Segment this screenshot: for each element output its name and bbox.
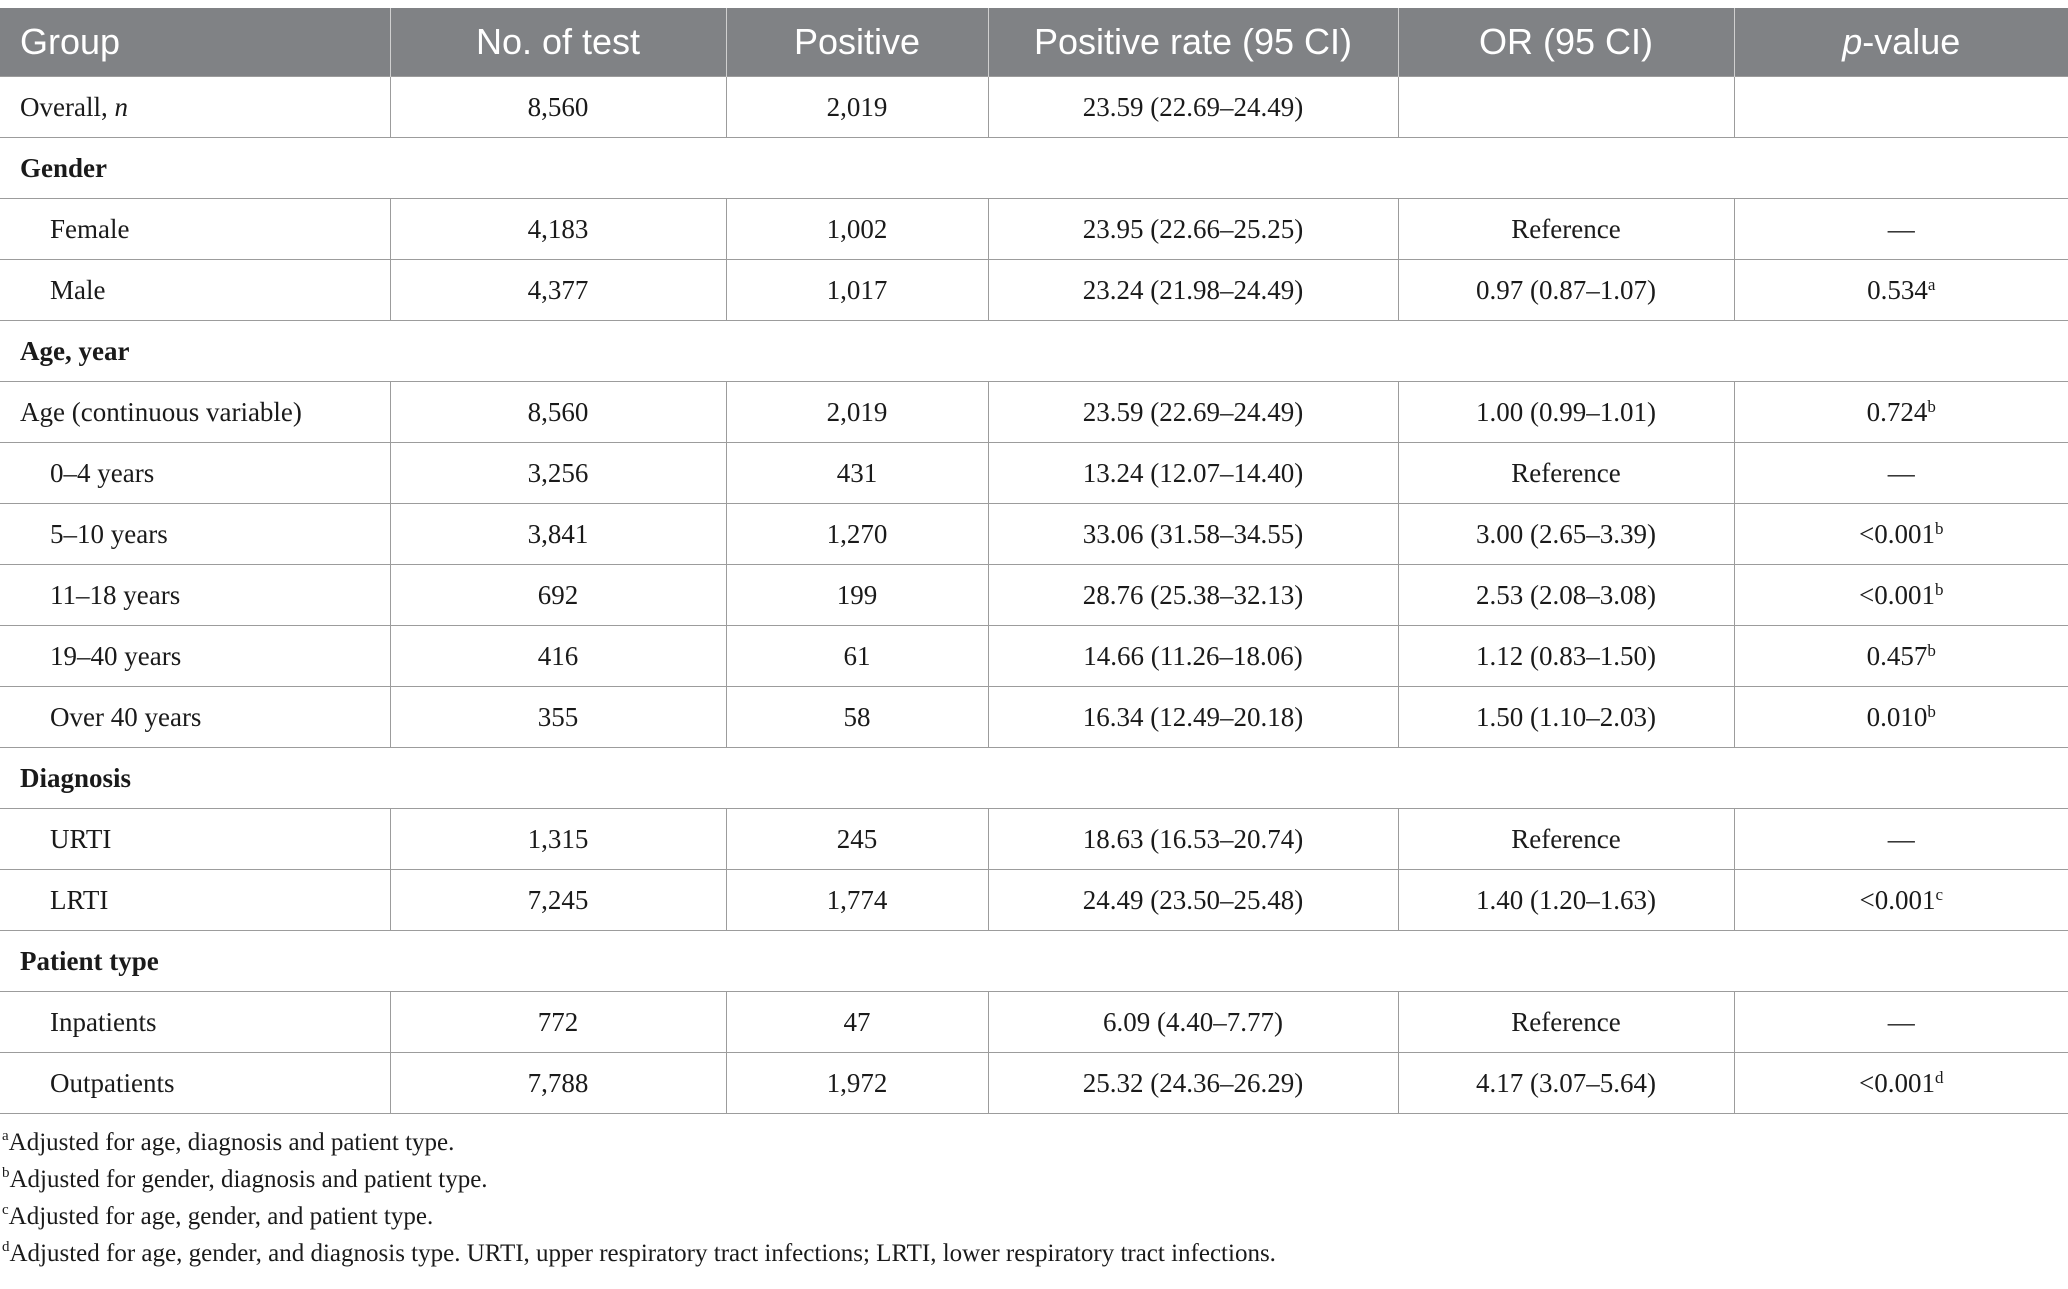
row-label: 0–4 years bbox=[0, 443, 390, 504]
row-label: 5–10 years bbox=[0, 504, 390, 565]
footnote bbox=[2, 1124, 2068, 1161]
row-label: 19–40 years bbox=[0, 626, 390, 687]
cell-positive: 245 bbox=[726, 809, 988, 870]
footnote-mark: b bbox=[2, 1165, 10, 1181]
cell-pvalue bbox=[1734, 199, 2068, 260]
section-title: Gender bbox=[0, 138, 2068, 199]
table-row-overall bbox=[0, 77, 2068, 138]
cell-or: Reference bbox=[1398, 443, 1734, 504]
cell-or: 1.00 (0.99–1.01) bbox=[1398, 382, 1734, 443]
cell-pvalue bbox=[1734, 809, 2068, 870]
cell-tests: 8,560 bbox=[390, 77, 726, 138]
table-row bbox=[0, 260, 2068, 321]
table-row bbox=[0, 565, 2068, 626]
cell-pvalue bbox=[1734, 1053, 2068, 1114]
cell-positive: 1,002 bbox=[726, 199, 988, 260]
cell-positive: 47 bbox=[726, 992, 988, 1053]
pvalue-text: 0.010 bbox=[1866, 701, 1928, 732]
cell-pvalue bbox=[1734, 992, 2068, 1053]
table-row bbox=[0, 504, 2068, 565]
results-table bbox=[0, 8, 2068, 1114]
pvalue-footnote-mark: b bbox=[1927, 701, 1936, 721]
cell-pvalue bbox=[1734, 626, 2068, 687]
row-label: Male bbox=[0, 260, 390, 321]
footnote-text: Adjusted for age, diagnosis and patient type. bbox=[8, 1129, 455, 1156]
pvalue-text: 0.724 bbox=[1866, 396, 1928, 427]
cell-tests: 355 bbox=[390, 687, 726, 748]
header-pvalue-rest: -value bbox=[1862, 21, 1961, 62]
row-label bbox=[0, 77, 390, 138]
cell-pvalue bbox=[1734, 443, 2068, 504]
cell-or: 4.17 (3.07–5.64) bbox=[1398, 1053, 1734, 1114]
header-positive: Positive bbox=[726, 8, 988, 77]
cell-or: 1.12 (0.83–1.50) bbox=[1398, 626, 1734, 687]
cell-rate: 14.66 (11.26–18.06) bbox=[988, 626, 1398, 687]
cell-rate: 18.63 (16.53–20.74) bbox=[988, 809, 1398, 870]
cell-positive: 58 bbox=[726, 687, 988, 748]
row-label: 11–18 years bbox=[0, 565, 390, 626]
table-body bbox=[0, 77, 2068, 1114]
cell-rate: 16.34 (12.49–20.18) bbox=[988, 687, 1398, 748]
cell-pvalue bbox=[1734, 504, 2068, 565]
cell-tests: 692 bbox=[390, 565, 726, 626]
section-header-row bbox=[0, 321, 2068, 382]
cell-positive: 431 bbox=[726, 443, 988, 504]
cell-pvalue bbox=[1734, 870, 2068, 931]
cell-or: 1.40 (1.20–1.63) bbox=[1398, 870, 1734, 931]
table-row bbox=[0, 870, 2068, 931]
header-group: Group bbox=[0, 8, 390, 77]
cell-tests: 7,788 bbox=[390, 1053, 726, 1114]
cell-or bbox=[1398, 77, 1734, 138]
cell-tests: 1,315 bbox=[390, 809, 726, 870]
cell-tests: 7,245 bbox=[390, 870, 726, 931]
cell-rate: 23.24 (21.98–24.49) bbox=[988, 260, 1398, 321]
footnote-mark: d bbox=[2, 1239, 10, 1255]
cell-positive: 2,019 bbox=[726, 77, 988, 138]
pvalue-text: <0.001 bbox=[1859, 884, 1936, 915]
table-row bbox=[0, 626, 2068, 687]
pvalue-text: 0.457 bbox=[1866, 640, 1928, 671]
pvalue-text: 0.534 bbox=[1867, 274, 1928, 305]
table-row bbox=[0, 809, 2068, 870]
cell-or: Reference bbox=[1398, 199, 1734, 260]
cell-tests: 4,183 bbox=[390, 199, 726, 260]
footnote-mark: a bbox=[2, 1128, 9, 1144]
footnote bbox=[2, 1235, 2068, 1272]
footnote bbox=[2, 1198, 2068, 1235]
cell-tests: 772 bbox=[390, 992, 726, 1053]
header-or: OR (95 CI) bbox=[1398, 8, 1734, 77]
footnote-text: Adjusted for age, gender, and patient type. bbox=[8, 1203, 434, 1230]
header-row bbox=[0, 8, 2068, 77]
table-row bbox=[0, 1053, 2068, 1114]
footnote bbox=[2, 1161, 2068, 1198]
section-title: Patient type bbox=[0, 931, 2068, 992]
table-header bbox=[0, 8, 2068, 77]
cell-pvalue bbox=[1734, 687, 2068, 748]
cell-rate: 23.59 (22.69–24.49) bbox=[988, 77, 1398, 138]
footnote-text: Adjusted for gender, diagnosis and patient type. bbox=[9, 1166, 488, 1193]
cell-rate: 23.59 (22.69–24.49) bbox=[988, 382, 1398, 443]
section-header-row bbox=[0, 138, 2068, 199]
cell-or: 1.50 (1.10–2.03) bbox=[1398, 687, 1734, 748]
table-container bbox=[0, 8, 2068, 1272]
pvalue-text: <0.001 bbox=[1859, 518, 1935, 549]
cell-rate: 33.06 (31.58–34.55) bbox=[988, 504, 1398, 565]
cell-tests: 8,560 bbox=[390, 382, 726, 443]
cell-pvalue bbox=[1734, 260, 2068, 321]
header-pvalue bbox=[1734, 8, 2068, 77]
section-header-row bbox=[0, 748, 2068, 809]
pvalue-text: — bbox=[1887, 213, 1915, 244]
row-label: Inpatients bbox=[0, 992, 390, 1053]
header-pvalue-italic: p bbox=[1842, 21, 1863, 62]
table-row bbox=[0, 687, 2068, 748]
row-label: URTI bbox=[0, 809, 390, 870]
section-title: Diagnosis bbox=[0, 748, 2068, 809]
cell-tests: 4,377 bbox=[390, 260, 726, 321]
cell-rate: 24.49 (23.50–25.48) bbox=[988, 870, 1398, 931]
row-label: Age (continuous variable) bbox=[0, 382, 390, 443]
pvalue-footnote-mark: a bbox=[1927, 274, 1936, 294]
pvalue-footnote-mark: b bbox=[1934, 579, 1944, 599]
cell-rate: 23.95 (22.66–25.25) bbox=[988, 199, 1398, 260]
cell-rate: 28.76 (25.38–32.13) bbox=[988, 565, 1398, 626]
cell-positive: 199 bbox=[726, 565, 988, 626]
cell-or: Reference bbox=[1398, 809, 1734, 870]
footnotes bbox=[0, 1124, 2068, 1272]
pvalue-text: — bbox=[1887, 457, 1915, 488]
cell-pvalue bbox=[1734, 77, 2068, 138]
header-rate: Positive rate (95 CI) bbox=[988, 8, 1398, 77]
header-tests: No. of test bbox=[390, 8, 726, 77]
pvalue-footnote-mark: b bbox=[1927, 396, 1936, 416]
cell-positive: 1,972 bbox=[726, 1053, 988, 1114]
cell-or: Reference bbox=[1398, 992, 1734, 1053]
overall-label-italic: n bbox=[114, 91, 128, 122]
cell-positive: 1,270 bbox=[726, 504, 988, 565]
table-row bbox=[0, 382, 2068, 443]
footnote-mark: c bbox=[2, 1202, 9, 1218]
pvalue-text: <0.001 bbox=[1859, 579, 1935, 610]
cell-positive: 1,774 bbox=[726, 870, 988, 931]
cell-pvalue bbox=[1734, 382, 2068, 443]
cell-or: 0.97 (0.87–1.07) bbox=[1398, 260, 1734, 321]
section-title: Age, year bbox=[0, 321, 2068, 382]
cell-positive: 1,017 bbox=[726, 260, 988, 321]
overall-label: Overall, bbox=[20, 91, 115, 122]
cell-tests: 3,256 bbox=[390, 443, 726, 504]
section-header-row bbox=[0, 931, 2068, 992]
cell-or: 2.53 (2.08–3.08) bbox=[1398, 565, 1734, 626]
pvalue-text: — bbox=[1887, 823, 1915, 854]
row-label: LRTI bbox=[0, 870, 390, 931]
cell-positive: 61 bbox=[726, 626, 988, 687]
cell-tests: 416 bbox=[390, 626, 726, 687]
pvalue-footnote-mark: b bbox=[1934, 518, 1944, 538]
cell-positive: 2,019 bbox=[726, 382, 988, 443]
pvalue-footnote-mark: b bbox=[1927, 640, 1936, 660]
table-row bbox=[0, 199, 2068, 260]
pvalue-footnote-mark: d bbox=[1934, 1067, 1944, 1087]
table-row bbox=[0, 992, 2068, 1053]
cell-pvalue bbox=[1734, 565, 2068, 626]
pvalue-text: — bbox=[1887, 1006, 1915, 1037]
row-label: Over 40 years bbox=[0, 687, 390, 748]
row-label: Outpatients bbox=[0, 1053, 390, 1114]
pvalue-text: <0.001 bbox=[1859, 1067, 1935, 1098]
row-label: Female bbox=[0, 199, 390, 260]
cell-or: 3.00 (2.65–3.39) bbox=[1398, 504, 1734, 565]
pvalue-footnote-mark: c bbox=[1935, 884, 1944, 904]
footnote-text: Adjusted for age, gender, and diagnosis type. URTI, upper respiratory tract infections; LRTI, lower respiratory tract infections. bbox=[9, 1240, 1276, 1267]
cell-tests: 3,841 bbox=[390, 504, 726, 565]
cell-rate: 25.32 (24.36–26.29) bbox=[988, 1053, 1398, 1114]
cell-rate: 13.24 (12.07–14.40) bbox=[988, 443, 1398, 504]
cell-rate: 6.09 (4.40–7.77) bbox=[988, 992, 1398, 1053]
table-row bbox=[0, 443, 2068, 504]
